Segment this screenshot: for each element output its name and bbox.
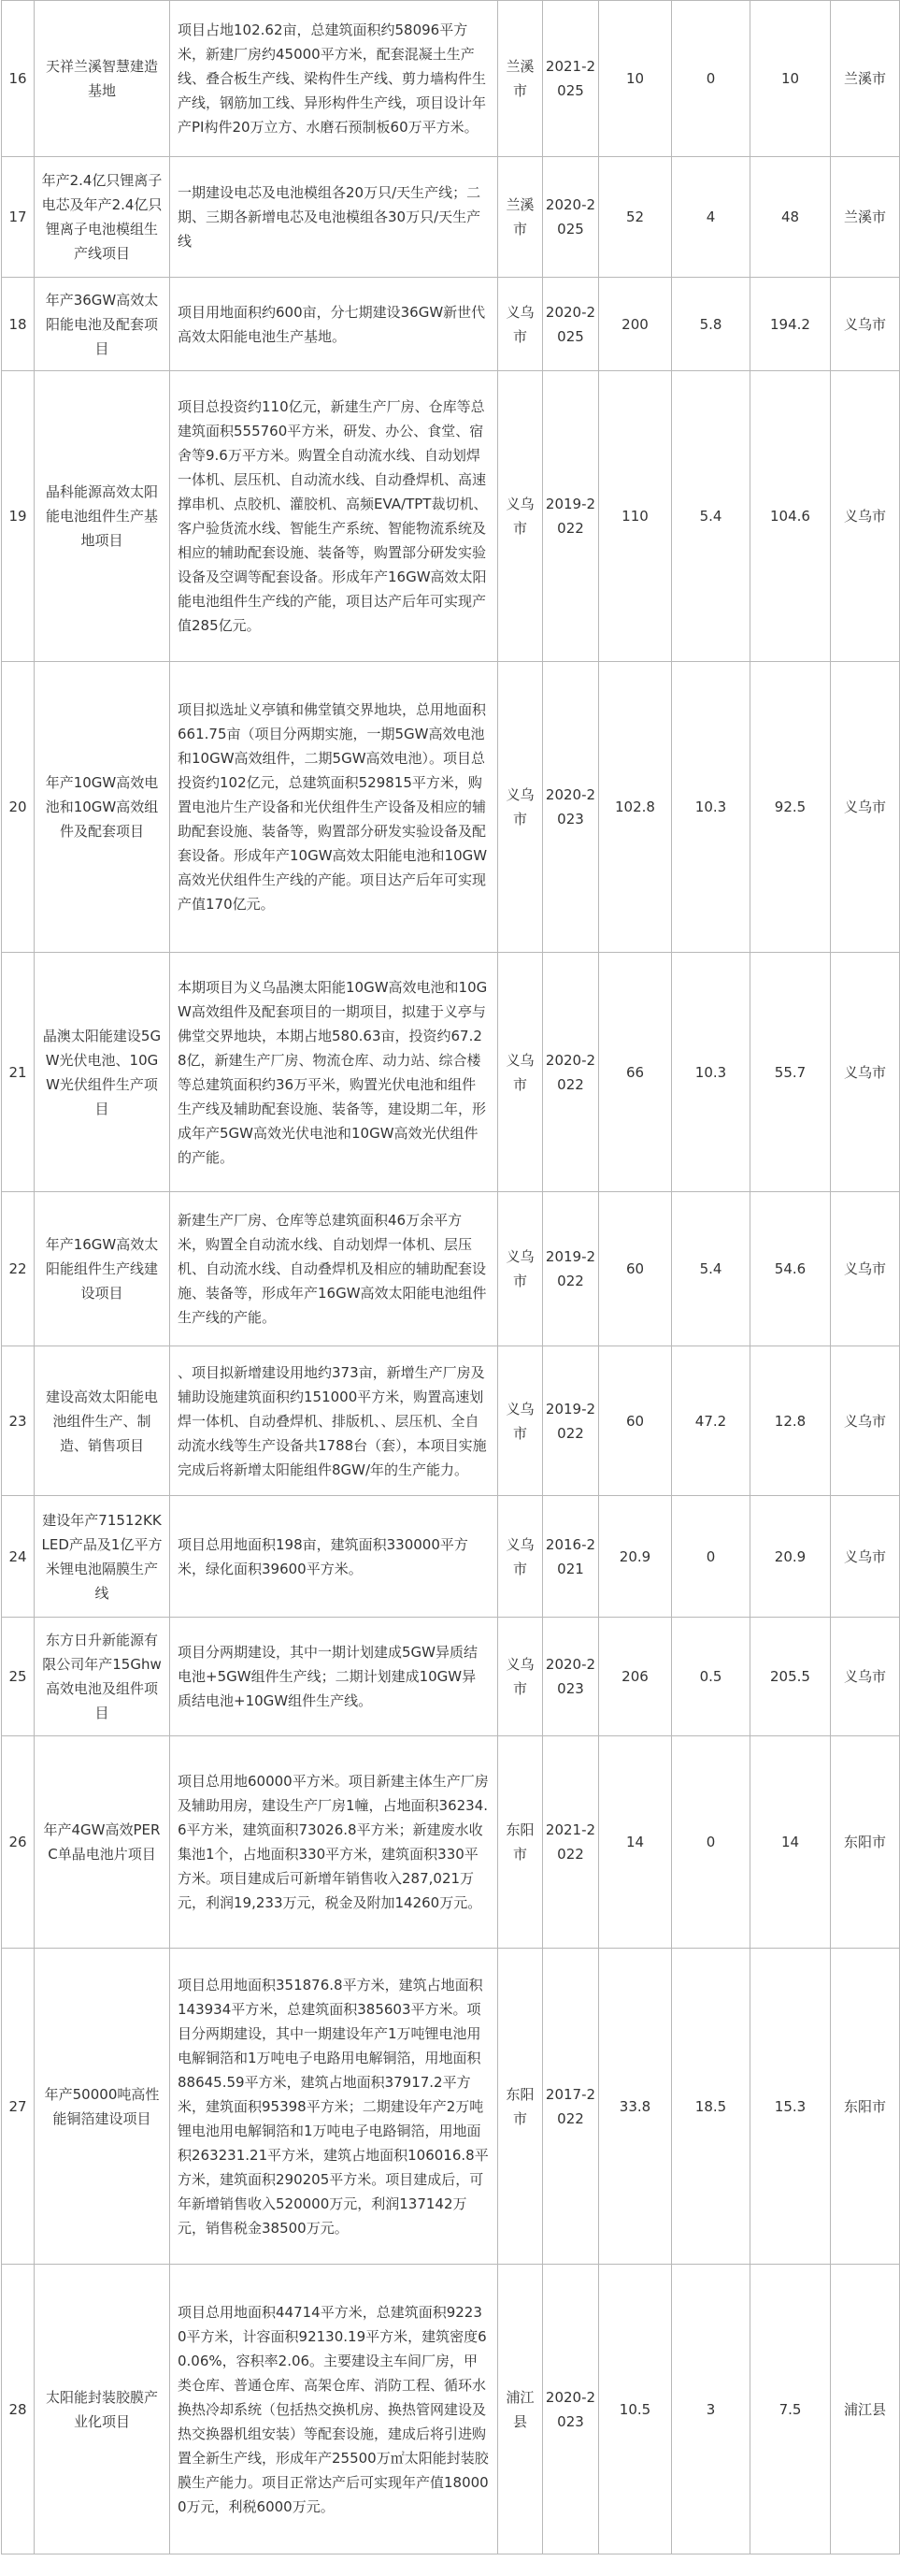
project-city: 义乌市 xyxy=(498,371,543,662)
completed-investment: 4 xyxy=(672,157,750,278)
project-city: 义乌市 xyxy=(498,662,543,953)
project-city: 兰溪市 xyxy=(498,157,543,278)
project-years: 2020-2023 xyxy=(543,2265,599,2554)
project-city: 义乌市 xyxy=(498,1496,543,1618)
project-location: 义乌市 xyxy=(831,1192,900,1346)
project-location: 义乌市 xyxy=(831,662,900,953)
project-years: 2020-2025 xyxy=(543,157,599,278)
total-investment: 60 xyxy=(599,1346,672,1496)
project-description: 新建生产厂房、仓库等总建筑面积46万余平方米，购置全自动流水线、自动划焊一体机、层压机、自动流水线、自动叠焊机及相应的辅助配套设施、装备等，形成年产16GW高效太阳能电池组件生产线的产能。 xyxy=(170,1192,498,1346)
project-description: 、项目拟新增建设用地约373亩，新增生产厂房及辅助设施建筑面积约151000平方米，购置高速划焊一体机、自动叠焊机、排版机、、层压机、全自动流水线等生产设备共1788台（套），本项目实施完成后将新增太阳能组件8GW/年的生产能力。 xyxy=(170,1346,498,1496)
planned-investment: 92.5 xyxy=(750,662,831,953)
project-description: 项目总用地面积351876.8平方米，建筑占地面积143934平方米，总建筑面积385603平方米。项目分两期建设，其中一期建设年产1万吨锂电池用电解铜箔和1万吨电子电路用电解铜箔，用地面积88645.59平方米，建筑占地面积37917.2平方米，建筑面积95398平方米；二期建设年产2万吨锂电池用电解铜箔和1万吨电子电路铜箔，用地面积263231.21平方米，建筑占地面积106016.8平方米，建筑面积290205平方米。项目建成后，可年新增销售收入520000万元，利润137142万元，销售税金38500万元。 xyxy=(170,1949,498,2265)
planned-investment: 7.5 xyxy=(750,2265,831,2554)
row-number: 22 xyxy=(2,1192,35,1346)
row-number: 27 xyxy=(2,1949,35,2265)
project-name: 晶科能源高效太阳能电池组件生产基地项目 xyxy=(35,371,170,662)
planned-investment: 20.9 xyxy=(750,1496,831,1618)
row-number: 21 xyxy=(2,953,35,1192)
completed-investment: 5.4 xyxy=(672,371,750,662)
planned-investment: 48 xyxy=(750,157,831,278)
project-name: 晶澳太阳能建设5GW光伏电池、10GW光伏组件生产项目 xyxy=(35,953,170,1192)
planned-investment: 15.3 xyxy=(750,1949,831,2265)
completed-investment: 47.2 xyxy=(672,1346,750,1496)
project-location: 义乌市 xyxy=(831,953,900,1192)
project-city: 义乌市 xyxy=(498,953,543,1192)
project-description: 一期建设电芯及电池模组各20万只/天生产线；二期、三期各新增电芯及电池模组各30万只/天生产线 xyxy=(170,157,498,278)
table-row xyxy=(2,953,900,1192)
total-investment: 10 xyxy=(599,1,672,157)
table-row xyxy=(2,1346,900,1496)
completed-investment: 0 xyxy=(672,1736,750,1949)
project-city: 义乌市 xyxy=(498,1346,543,1496)
total-investment: 52 xyxy=(599,157,672,278)
project-city: 兰溪市 xyxy=(498,1,543,157)
completed-investment: 5.8 xyxy=(672,278,750,371)
row-number: 28 xyxy=(2,2265,35,2554)
project-location: 东阳市 xyxy=(831,1949,900,2265)
planned-investment: 194.2 xyxy=(750,278,831,371)
planned-investment: 54.6 xyxy=(750,1192,831,1346)
project-description: 项目用地面积约600亩，分七期建设36GW新世代高效太阳能电池生产基地。 xyxy=(170,278,498,371)
project-city: 浦江县 xyxy=(498,2265,543,2554)
project-location: 兰溪市 xyxy=(831,157,900,278)
project-description: 项目总投资约110亿元，新建生产厂房、仓库等总建筑面积555760平方米，研发、办公、食堂、宿舍等9.6万平方米。购置全自动流水线、自动划焊一体机、层压机、自动流水线、自动叠焊机、高速撑串机、点胶机、灌胶机、高频EVA/TPT裁切机、客户验货流水线、智能生产系统、智能物流系统及相应的辅助配套设施、装备等，购置部分研发实验设备及空调等配套设备。形成年产16GW高效太阳能电池组件生产线的产能，项目达产后年可实现产值285亿元。 xyxy=(170,371,498,662)
planned-investment: 12.8 xyxy=(750,1346,831,1496)
project-location: 义乌市 xyxy=(831,1346,900,1496)
completed-investment: 3 xyxy=(672,2265,750,2554)
project-description: 项目总用地60000平方米。项目新建主体生产厂房及辅助用房，建设生产厂房1幢，占地面积36234.6平方米，建筑面积73026.8平方米；新建废水收集池1个，占地面积330平方米，建筑面积330平方米。项目建成后可新增年销售收入287,021万元，利润19,233万元，税金及附加14260万元。 xyxy=(170,1736,498,1949)
project-name: 年产50000吨高性能铜箔建设项目 xyxy=(35,1949,170,2265)
planned-investment: 14 xyxy=(750,1736,831,1949)
total-investment: 102.8 xyxy=(599,662,672,953)
table-row xyxy=(2,2265,900,2554)
project-location: 义乌市 xyxy=(831,278,900,371)
project-location: 义乌市 xyxy=(831,371,900,662)
table-row xyxy=(2,157,900,278)
table-row xyxy=(2,1496,900,1618)
completed-investment: 5.4 xyxy=(672,1192,750,1346)
project-years: 2020-2025 xyxy=(543,278,599,371)
project-description: 项目占地102.62亩，总建筑面积约58096平方米，新建厂房约45000平方米，配套混凝土生产线、叠合板生产线、梁构件生产线、剪力墙构件生产线，钢筋加工线、异形构件生产线，项目设计年产PI构件20万立方、水磨石预制板60万平方米。 xyxy=(170,1,498,157)
completed-investment: 0.5 xyxy=(672,1618,750,1736)
total-investment: 20.9 xyxy=(599,1496,672,1618)
row-number: 19 xyxy=(2,371,35,662)
row-number: 25 xyxy=(2,1618,35,1736)
project-description: 项目拟选址义亭镇和佛堂镇交界地块，总用地面积661.75亩（项目分两期实施，一期5GW高效电池和10GW高效组件，二期5GW高效电池）。项目总投资约102亿元，总建筑面积529815平方米，购置电池片生产设备和光伏组件生产设备及相应的辅助配套设施、装备等，购置部分研发实验设备及配套设备。形成年产10GW高效太阳能电池和10GW高效光伏组件生产线的产能。项目达产后年可实现产值170亿元。 xyxy=(170,662,498,953)
row-number: 18 xyxy=(2,278,35,371)
completed-investment: 10.3 xyxy=(672,953,750,1192)
total-investment: 60 xyxy=(599,1192,672,1346)
project-description: 项目总用地面积198亩，建筑面积330000平方米，绿化面积39600平方米。 xyxy=(170,1496,498,1618)
row-number: 17 xyxy=(2,157,35,278)
row-number: 16 xyxy=(2,1,35,157)
project-city: 东阳市 xyxy=(498,1949,543,2265)
project-location: 义乌市 xyxy=(831,1496,900,1618)
table-row xyxy=(2,1949,900,2265)
project-location: 东阳市 xyxy=(831,1736,900,1949)
completed-investment: 0 xyxy=(672,1496,750,1618)
row-number: 20 xyxy=(2,662,35,953)
total-investment: 14 xyxy=(599,1736,672,1949)
table-row xyxy=(2,662,900,953)
project-years: 2017-2022 xyxy=(543,1949,599,2265)
project-name: 太阳能封装胶膜产业化项目 xyxy=(35,2265,170,2554)
row-number: 24 xyxy=(2,1496,35,1618)
total-investment: 110 xyxy=(599,371,672,662)
project-name: 年产16GW高效太阳能组件生产线建设项目 xyxy=(35,1192,170,1346)
project-name: 建设年产71512KKLED产品及1亿平方米锂电池隔膜生产线 xyxy=(35,1496,170,1618)
project-years: 2019-2022 xyxy=(543,1346,599,1496)
project-name: 年产36GW高效太阳能电池及配套项目 xyxy=(35,278,170,371)
completed-investment: 0 xyxy=(672,1,750,157)
planned-investment: 104.6 xyxy=(750,371,831,662)
project-name: 年产2.4亿只锂离子电芯及年产2.4亿只锂离子电池模组生产线项目 xyxy=(35,157,170,278)
completed-investment: 18.5 xyxy=(672,1949,750,2265)
project-years: 2021-2022 xyxy=(543,1736,599,1949)
table-row xyxy=(2,1618,900,1736)
table-row xyxy=(2,1192,900,1346)
project-city: 义乌市 xyxy=(498,278,543,371)
total-investment: 206 xyxy=(599,1618,672,1736)
total-investment: 10.5 xyxy=(599,2265,672,2554)
project-years: 2020-2023 xyxy=(543,662,599,953)
project-name: 年产4GW高效PERC单晶电池片项目 xyxy=(35,1736,170,1949)
table-row xyxy=(2,278,900,371)
planned-investment: 205.5 xyxy=(750,1618,831,1736)
project-name: 天祥兰溪智慧建造基地 xyxy=(35,1,170,157)
project-name: 年产10GW高效电池和10GW高效组件及配套项目 xyxy=(35,662,170,953)
row-number: 23 xyxy=(2,1346,35,1496)
table-row xyxy=(2,371,900,662)
completed-investment: 10.3 xyxy=(672,662,750,953)
project-city: 义乌市 xyxy=(498,1618,543,1736)
project-years: 2019-2022 xyxy=(543,371,599,662)
total-investment: 33.8 xyxy=(599,1949,672,2265)
project-city: 东阳市 xyxy=(498,1736,543,1949)
project-location: 义乌市 xyxy=(831,1618,900,1736)
project-name: 东方日升新能源有限公司年产15Ghw高效电池及组件项目 xyxy=(35,1618,170,1736)
total-investment: 66 xyxy=(599,953,672,1192)
total-investment: 200 xyxy=(599,278,672,371)
planned-investment: 10 xyxy=(750,1,831,157)
project-description: 本期项目为义乌晶澳太阳能10GW高效电池和10GW高效组件及配套项目的一期项目，拟建于义亭与佛堂交界地块，本期占地580.63亩，投资约67.28亿，新建生产厂房、物流仓库、动力站、综合楼等总建筑面积约36万平米，购置光伏电池和组件生产线及辅助配套设施、装备等，建设期二年，形成年产5GW高效光伏电池和10GW高效光伏组件的产能。 xyxy=(170,953,498,1192)
project-description: 项目总用地面积44714平方米，总建筑面积92230平方米，计容面积92130.19平方米，建筑密度60.06%，容积率2.06。主要建设主车间厂房，甲类仓库、普通仓库、高架仓库、消防工程、循环水换热冷却系统（包括热交换机房、换热管网建设及热交换器机组安装）等配套设施，建成后将引进购置全新生产线，形成年产25500万㎡太阳能封装胶膜生产能力。项目正常达产后可实现年产值180000万元，利税6000万元。 xyxy=(170,2265,498,2554)
project-years: 2016-2021 xyxy=(543,1496,599,1618)
project-years: 2020-2022 xyxy=(543,953,599,1192)
project-years: 2021-2025 xyxy=(543,1,599,157)
project-years: 2020-2023 xyxy=(543,1618,599,1736)
project-years: 2019-2022 xyxy=(543,1192,599,1346)
project-location: 兰溪市 xyxy=(831,1,900,157)
table-row xyxy=(2,1,900,157)
project-city: 义乌市 xyxy=(498,1192,543,1346)
planned-investment: 55.7 xyxy=(750,953,831,1192)
project-location: 浦江县 xyxy=(831,2265,900,2554)
project-description: 项目分两期建设，其中一期计划建成5GW异质结电池+5GW组件生产线；二期计划建成10GW异质结电池+10GW组件生产线。 xyxy=(170,1618,498,1736)
table-row xyxy=(2,1736,900,1949)
project-table xyxy=(1,0,900,2554)
project-name: 建设高效太阳能电池组件生产、制造、销售项目 xyxy=(35,1346,170,1496)
project-table-body xyxy=(2,1,900,2554)
row-number: 26 xyxy=(2,1736,35,1949)
